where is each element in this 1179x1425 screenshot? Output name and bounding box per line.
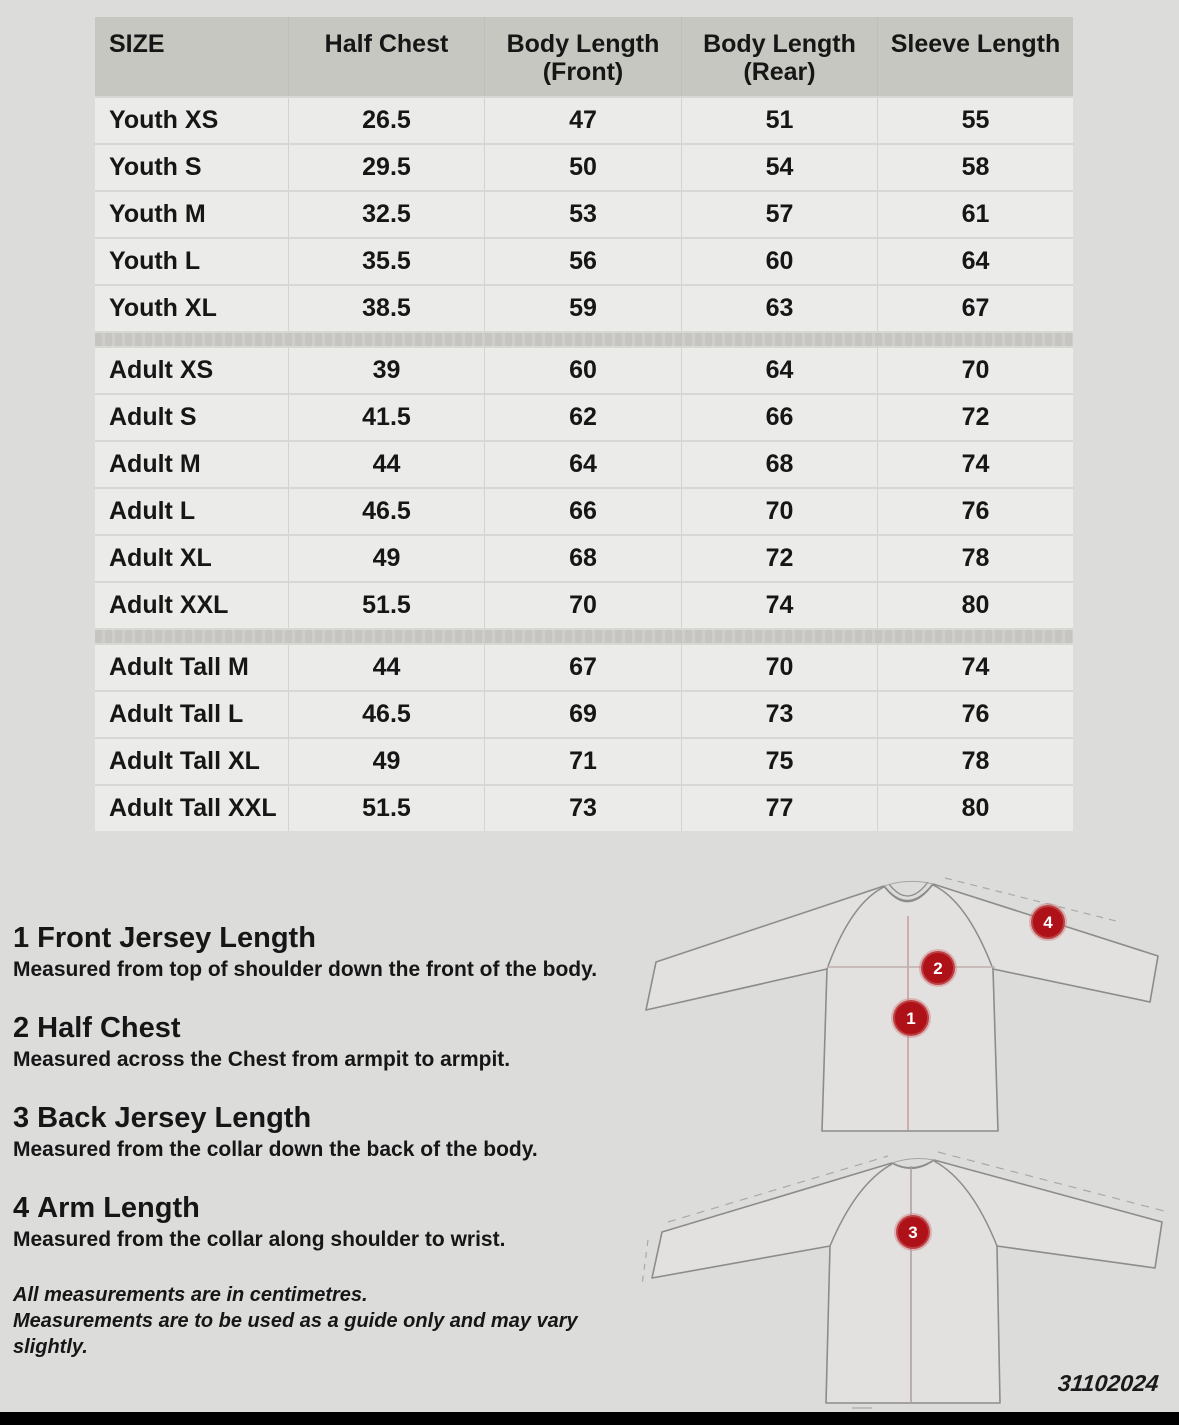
marker-label: 1 — [906, 1009, 916, 1028]
measurement-cell: 80 — [877, 581, 1073, 628]
measurement-cell: 70 — [484, 581, 681, 628]
marker-front-length — [893, 1000, 929, 1036]
note-title — [13, 922, 638, 955]
back-cuff-dashed-left — [642, 1240, 648, 1285]
note-title — [13, 1102, 638, 1135]
measurement-cell: 41.5 — [288, 393, 484, 440]
marker-label: 2 — [933, 959, 943, 978]
measurement-cell: 72 — [877, 393, 1073, 440]
measurement-cell: 61 — [877, 190, 1073, 237]
table-row — [95, 581, 1073, 628]
size-label-cell: Adult Tall M — [95, 643, 288, 690]
marker-arm-length — [1031, 905, 1065, 939]
measurement-cell: 78 — [877, 737, 1073, 784]
marker-label: 4 — [1043, 913, 1053, 932]
note-number: 1 — [13, 922, 30, 954]
col-header-size — [95, 17, 288, 96]
size-label-cell: Youth M — [95, 190, 288, 237]
measurement-cell: 59 — [484, 284, 681, 331]
group-separator — [95, 628, 1073, 643]
note-name: Half Chest — [37, 1012, 181, 1044]
size-label-cell: Adult L — [95, 487, 288, 534]
table-row — [95, 784, 1073, 831]
table-row — [95, 284, 1073, 331]
table-row — [95, 690, 1073, 737]
note-number: 3 — [13, 1102, 30, 1134]
note-title — [13, 1192, 638, 1225]
measurement-cell: 68 — [484, 534, 681, 581]
measurement-cell: 32.5 — [288, 190, 484, 237]
measurement-cell: 35.5 — [288, 237, 484, 284]
table-row — [95, 346, 1073, 393]
col-header-label: Sleeve Length — [890, 30, 1061, 58]
measurement-cell: 64 — [681, 346, 877, 393]
measurement-disclaimer — [13, 1282, 638, 1360]
measurement-cell: 64 — [877, 237, 1073, 284]
measurement-cell: 70 — [681, 643, 877, 690]
col-header-sublabel: (Front) — [542, 58, 624, 86]
table-row — [95, 487, 1073, 534]
col-header-label: Body Length — [703, 30, 856, 58]
note-number: 2 — [13, 1012, 30, 1044]
size-label-cell: Youth S — [95, 143, 288, 190]
col-header-body-length-rear — [681, 17, 877, 96]
date-stamp: 31102024 — [1056, 1370, 1161, 1396]
measurement-cell: 67 — [877, 284, 1073, 331]
size-label-cell: Adult S — [95, 393, 288, 440]
size-label-cell: Adult XL — [95, 534, 288, 581]
note-description: Measured from top of shoulder down the front of the body. — [13, 958, 598, 981]
table-row — [95, 534, 1073, 581]
measurement-cell: 74 — [681, 581, 877, 628]
front-jersey-diagram — [646, 878, 1158, 1131]
col-header-label: SIZE — [109, 30, 165, 58]
table-header-row — [95, 17, 1073, 96]
measurement-cell: 55 — [877, 96, 1073, 143]
measurement-cell: 39 — [288, 346, 484, 393]
table-row — [95, 737, 1073, 784]
measurement-cell: 80 — [877, 784, 1073, 831]
measurement-cell: 73 — [484, 784, 681, 831]
note-title — [13, 1012, 638, 1045]
measurement-cell: 76 — [877, 690, 1073, 737]
table-row — [95, 440, 1073, 487]
size-label-cell: Adult Tall XXL — [95, 784, 288, 831]
table-row — [95, 190, 1073, 237]
bottom-black-bar — [0, 1412, 1179, 1425]
measurement-cell: 50 — [484, 143, 681, 190]
measurement-cell: 58 — [877, 143, 1073, 190]
measurement-cell: 71 — [484, 737, 681, 784]
measurement-cell: 44 — [288, 440, 484, 487]
table-row — [95, 237, 1073, 284]
marker-back-length — [896, 1215, 930, 1249]
note-description: Measured from the collar along shoulder to wrist. — [13, 1228, 506, 1251]
disclaimer-line-2: Measurements are to be used as a guide only and may vary slightly. — [13, 1310, 578, 1358]
col-header-sublabel: (Rear) — [743, 58, 816, 86]
measurement-cell: 66 — [484, 487, 681, 534]
measurement-cell: 72 — [681, 534, 877, 581]
note-number: 4 — [13, 1192, 30, 1224]
col-header-half-chest — [288, 17, 484, 96]
measurement-cell: 60 — [484, 346, 681, 393]
note-name: Front Jersey Length — [37, 922, 316, 954]
measurement-notes — [13, 922, 638, 1360]
note-description: Measured from the collar down the back of the body. — [13, 1138, 538, 1161]
measurement-cell: 53 — [484, 190, 681, 237]
measurement-cell: 60 — [681, 237, 877, 284]
note-back-jersey-length — [13, 1102, 638, 1163]
col-header-label: Body Length — [506, 30, 660, 58]
measurement-cell: 54 — [681, 143, 877, 190]
size-label-cell: Adult M — [95, 440, 288, 487]
table-row — [95, 643, 1073, 690]
back-collar-top — [892, 1159, 934, 1163]
measurement-cell: 73 — [681, 690, 877, 737]
back-jersey-body — [652, 1160, 1162, 1403]
measurement-cell: 64 — [484, 440, 681, 487]
size-label-cell: Adult XS — [95, 346, 288, 393]
size-label-cell: Youth XS — [95, 96, 288, 143]
measurement-cell: 51.5 — [288, 784, 484, 831]
table-row — [95, 96, 1073, 143]
note-front-jersey-length — [13, 922, 638, 983]
measurement-cell: 47 — [484, 96, 681, 143]
marker-half-chest — [921, 951, 955, 985]
measurement-cell: 57 — [681, 190, 877, 237]
measurement-cell: 49 — [288, 737, 484, 784]
measurement-cell: 77 — [681, 784, 877, 831]
measurement-cell: 46.5 — [288, 487, 484, 534]
measurement-cell: 70 — [681, 487, 877, 534]
measurement-cell: 66 — [681, 393, 877, 440]
measurement-cell: 49 — [288, 534, 484, 581]
measurement-cell: 74 — [877, 643, 1073, 690]
note-name: Back Jersey Length — [37, 1102, 312, 1134]
size-label-cell: Adult Tall L — [95, 690, 288, 737]
measurement-cell: 67 — [484, 643, 681, 690]
measurement-cell: 46.5 — [288, 690, 484, 737]
group-separator — [95, 331, 1073, 346]
measurement-cell: 56 — [484, 237, 681, 284]
col-header-sleeve-length — [877, 17, 1073, 96]
jersey-measurement-diagram — [620, 858, 1179, 1412]
marker-label: 3 — [908, 1223, 918, 1242]
size-label-cell: Adult Tall XL — [95, 737, 288, 784]
measurement-cell: 69 — [484, 690, 681, 737]
measurement-cell: 51.5 — [288, 581, 484, 628]
measurement-cell: 63 — [681, 284, 877, 331]
size-table — [95, 17, 1073, 831]
measurement-cell: 76 — [877, 487, 1073, 534]
measurement-cell: 68 — [681, 440, 877, 487]
note-arm-length — [13, 1192, 638, 1253]
measurement-cell: 29.5 — [288, 143, 484, 190]
measurement-cell: 75 — [681, 737, 877, 784]
measurement-cell: 44 — [288, 643, 484, 690]
size-label-cell: Youth L — [95, 237, 288, 284]
col-header-body-length-front — [484, 17, 681, 96]
front-collar-inner — [889, 882, 928, 896]
measurement-cell: 74 — [877, 440, 1073, 487]
measurement-cell: 78 — [877, 534, 1073, 581]
note-half-chest — [13, 1012, 638, 1073]
measurement-cell: 70 — [877, 346, 1073, 393]
size-label-cell: Youth XL — [95, 284, 288, 331]
measurement-cell: 51 — [681, 96, 877, 143]
measurement-cell: 62 — [484, 393, 681, 440]
measurement-cell: 26.5 — [288, 96, 484, 143]
col-header-label: Half Chest — [324, 30, 449, 58]
measurement-cell: 38.5 — [288, 284, 484, 331]
disclaimer-line-1: All measurements are in centimetres. — [13, 1284, 368, 1306]
table-row — [95, 393, 1073, 440]
size-label-cell: Adult XXL — [95, 581, 288, 628]
note-description: Measured across the Chest from armpit to armpit. — [13, 1048, 511, 1071]
note-name: Arm Length — [37, 1192, 200, 1224]
table-row — [95, 143, 1073, 190]
